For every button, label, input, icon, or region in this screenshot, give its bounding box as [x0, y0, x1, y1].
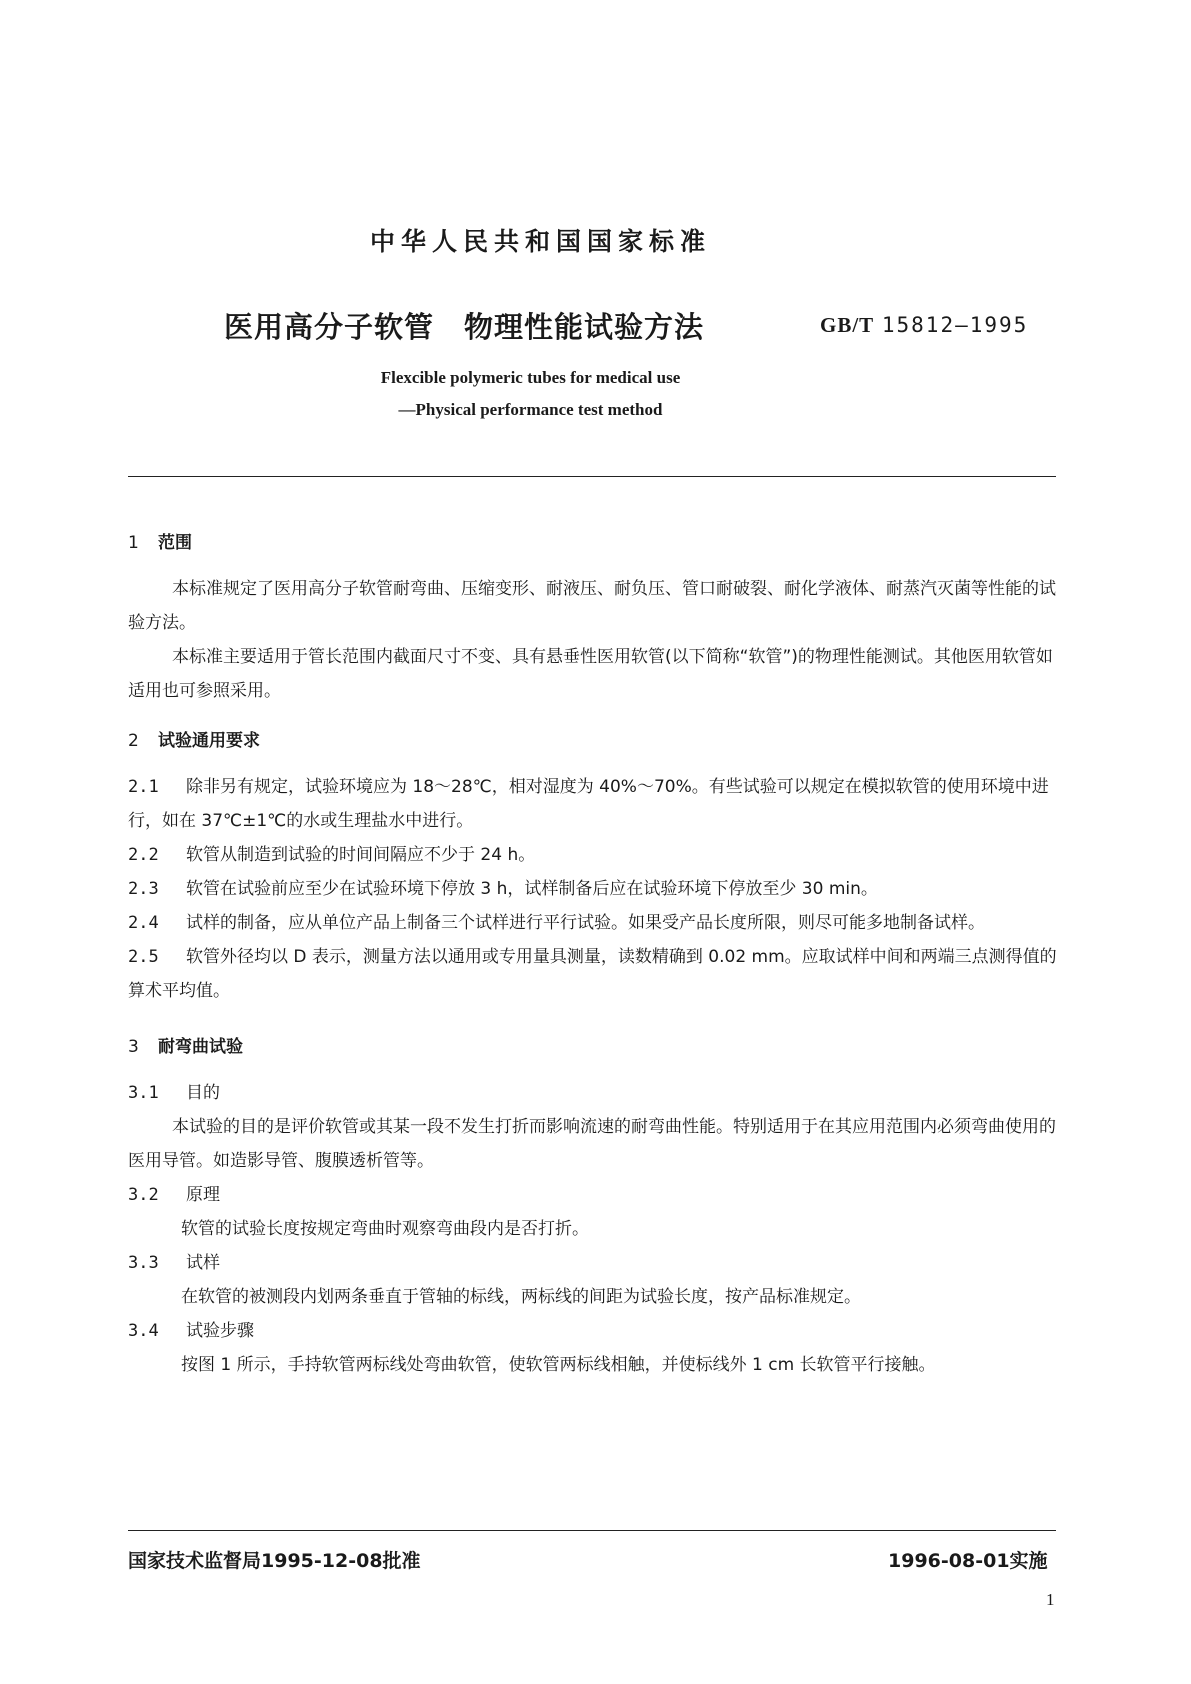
standard-title-en-line2: —Physical performance test method: [398, 400, 663, 419]
clause-3-2-heading: [128, 1178, 1068, 1212]
clause-3-3-heading: [128, 1246, 1068, 1280]
clause-text: 除非另有规定，试验环境应为 18～28℃，相对湿度为 40%～70%。有些试验可以规定在模拟软管的使用环境中进行，如在 37℃±1℃的水或生理盐水中进行。: [128, 777, 1049, 831]
section-title: 试验通用要求: [158, 731, 260, 751]
clause-2-2: [128, 838, 1068, 872]
approval-line: 国家技术监督局1995-12-08批准: [128, 1550, 421, 1572]
clause-3-4-body: 按图 1 所示，手持软管两标线处弯曲软管，使软管两标线相触，并使标线外 1 cm 长软管平行接触。: [181, 1355, 936, 1375]
clause-number: 2.1: [128, 777, 159, 797]
implementation-line: 1996-08-01实施: [888, 1550, 1048, 1572]
page-number: 1: [1046, 1590, 1055, 1609]
footer-divider: [128, 1530, 1056, 1531]
clause-number: 3.3: [128, 1253, 159, 1273]
clause-title: 目的: [186, 1083, 220, 1103]
clause-3-4-heading: [128, 1314, 1068, 1348]
standard-code: GB/T: [820, 313, 875, 337]
section-number: 3: [128, 1037, 139, 1057]
clause-2-1: [128, 770, 1068, 838]
clause-text: 软管在试验前应至少在试验环境下停放 3 h，试样制备后应在试验环境下停放至少 30 min。: [186, 879, 878, 899]
section-title: 范围: [158, 533, 192, 553]
clause-number: 2.5: [128, 947, 159, 967]
section-number: 2: [128, 731, 139, 751]
clause-2-5: [128, 940, 1068, 1008]
header-divider: [128, 476, 1056, 477]
section-1-paragraph-2: 本标准主要适用于管长范围内截面尺寸不变、具有悬垂性医用软管(以下简称“软管”)的物理性能测试。其他医用软管如适用也可参照采用。: [128, 647, 1053, 701]
clause-3-3-body: 在软管的被测段内划两条垂直于管轴的标线，两标线的间距为试验长度，按产品标准规定。: [181, 1287, 861, 1307]
clause-2-3: [128, 872, 1068, 906]
national-standard-title: 中华人民共和国国家标准: [369, 227, 711, 256]
document-body: [128, 522, 1068, 1382]
clause-3-1-body: 本试验的目的是评价软管或其某一段不发生打折而影响流速的耐弯曲性能。特别适用于在其应用范围内必须弯曲使用的医用导管。如造影导管、腹膜透析管等。: [128, 1117, 1056, 1171]
clause-text: 试样的制备，应从单位产品上制备三个试样进行平行试验。如果受产品长度所限，则尽可能多地制备试样。: [186, 913, 985, 933]
clause-number: 3.4: [128, 1321, 159, 1341]
section-3-heading: [128, 1030, 1068, 1064]
clause-title: 试样: [186, 1253, 220, 1273]
clause-2-4: [128, 906, 1068, 940]
clause-title: 原理: [186, 1185, 220, 1205]
clause-3-1-heading: [128, 1076, 1068, 1110]
clause-title: 试验步骤: [186, 1321, 254, 1341]
section-1-paragraph-1: 本标准规定了医用高分子软管耐弯曲、压缩变形、耐液压、耐负压、管口耐破裂、耐化学液体、耐蒸汽灭菌等性能的试验方法。: [128, 579, 1056, 633]
section-number: 1: [128, 533, 139, 553]
section-2-heading: [128, 724, 1068, 758]
clause-number: 2.2: [128, 845, 159, 865]
clause-number: 2.3: [128, 879, 159, 899]
section-1-heading: [128, 526, 1068, 560]
standard-number-value: 15812—1995: [881, 313, 1029, 337]
clause-number: 3.1: [128, 1083, 159, 1103]
clause-number: 3.2: [128, 1185, 159, 1205]
standard-title-cn: 医用高分子软管 物理性能试验方法: [224, 310, 705, 344]
clause-text: 软管外径均以 D 表示，测量方法以通用或专用量具测量，读数精确到 0.02 mm。应取试样中间和两端三点测得值的算术平均值。: [128, 947, 1057, 1001]
section-title: 耐弯曲试验: [158, 1037, 243, 1057]
clause-number: 2.4: [128, 913, 159, 933]
standard-number: [820, 313, 1028, 338]
standard-title-en-line1: Flexcible polymeric tubes for medical use: [380, 368, 681, 387]
clause-3-2-body: 软管的试验长度按规定弯曲时观察弯曲段内是否打折。: [181, 1219, 589, 1239]
clause-text: 软管从制造到试验的时间间隔应不少于 24 h。: [186, 845, 536, 865]
